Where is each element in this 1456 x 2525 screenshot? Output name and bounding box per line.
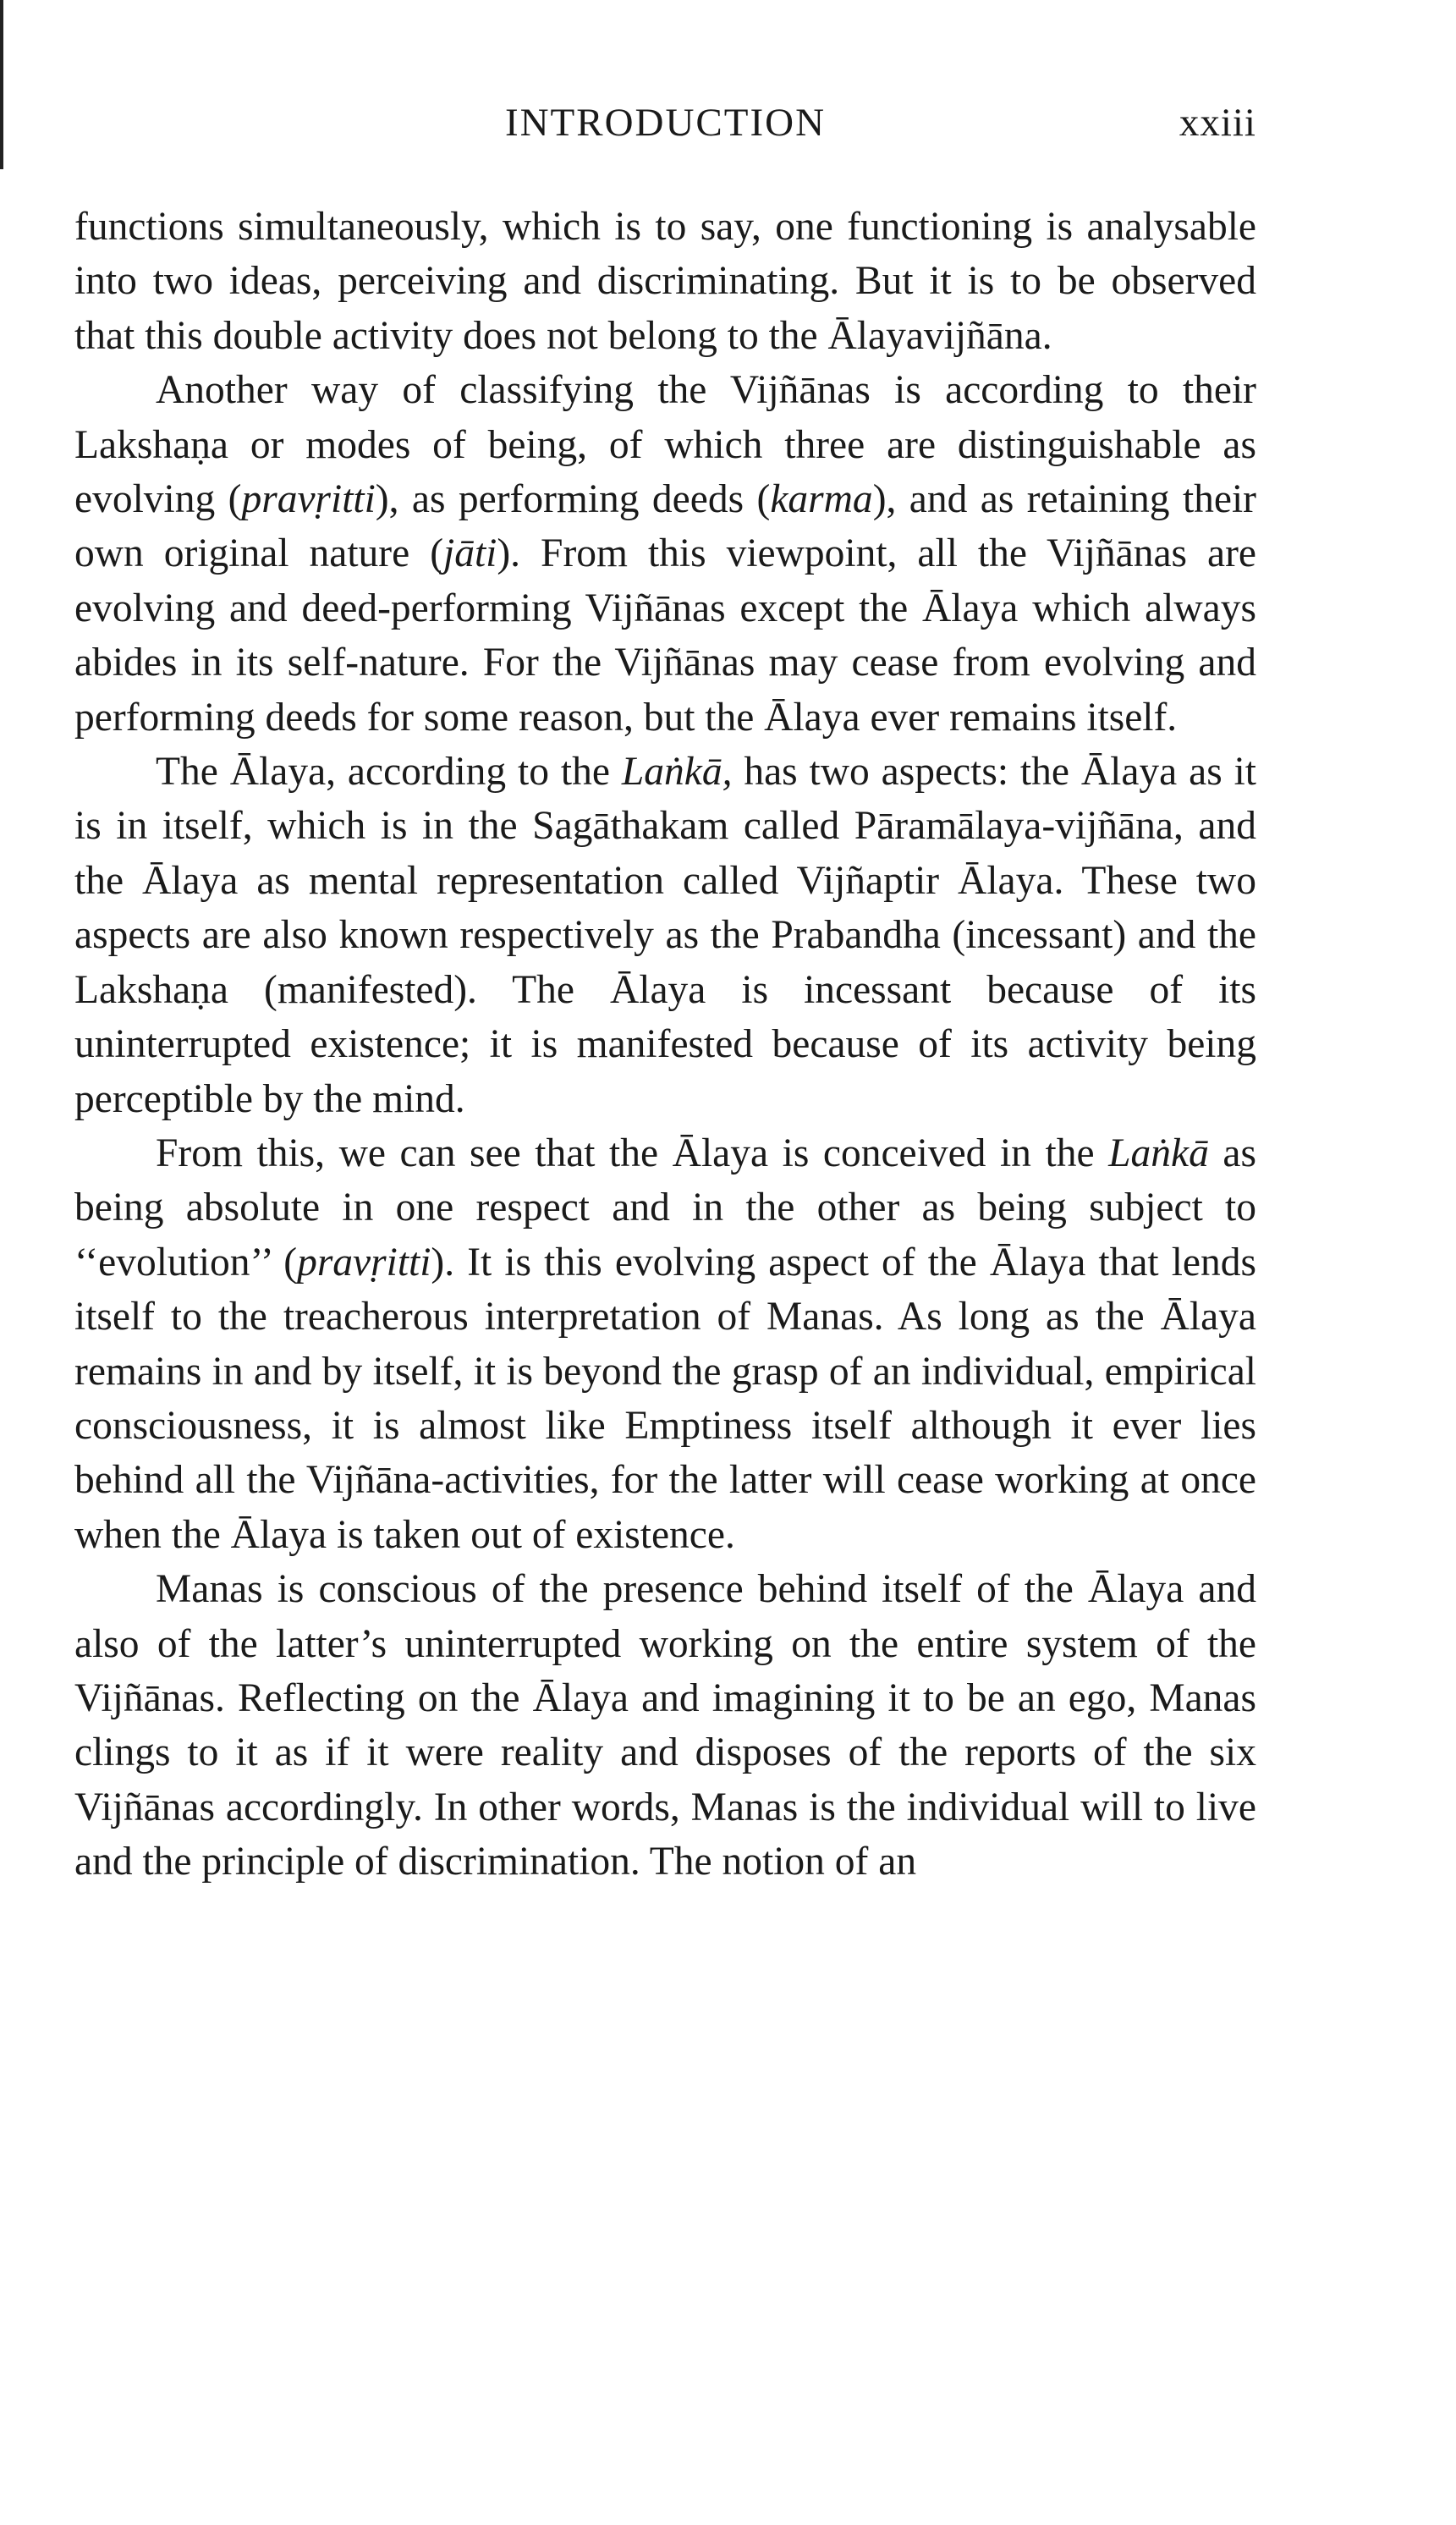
italic-term: pravṛitti [241, 477, 376, 522]
body-text [74, 200, 1256, 1890]
italic-term: jāti [443, 531, 497, 576]
text-segment: ), and as retaining their own original nature ( [74, 477, 1256, 576]
paragraph [74, 1126, 1256, 1562]
running-head-title: INTRODUCTION [504, 101, 827, 145]
paragraph [74, 363, 1256, 745]
text-segment: Another way of classifying the Vijñānas is according to their Lakshaṇa or modes of being, of which three are distinguishable as evolving ( [74, 368, 1256, 522]
text-segment: functions simultaneously, which is to say, one functioning is analysable into two ideas, perceiving and discriminating. But it is to be observed that this double activity does not belong to the Ālayavijñāna. [74, 205, 1256, 358]
paragraph [74, 1562, 1256, 1889]
italic-term: Laṅkā, [621, 750, 733, 795]
page-edge-line [0, 0, 3, 169]
italic-term: karma [770, 477, 873, 522]
paragraph [74, 745, 1256, 1126]
italic-term: pravṛitti [297, 1240, 431, 1285]
text-segment: as being absolute in one respect and in the other as being subject to ‘‘evolution’’ ( [74, 1130, 1256, 1285]
text-segment: ), as performing deeds ( [375, 477, 771, 522]
paragraph [74, 200, 1256, 363]
text-segment: From this, we can see that the Ālaya is conceived in the [156, 1130, 1109, 1175]
page-number: xxiii [1179, 101, 1256, 145]
text-segment: ). It is this evolving aspect of the Ālaya that lends itself to the treacherous interpretation of Manas. As long as the Ālaya remains in and by itself, it is beyond the grasp of an individual, empirical consciousness, it is almost like Emptiness itself although it ever lies behind all the Vijñāna-activities, for the latter will cease working at once when the Ālaya is taken out of existence. [74, 1240, 1257, 1557]
running-head [74, 100, 1256, 151]
text-segment: The Ālaya, according to the [156, 750, 622, 795]
italic-term: Laṅkā [1108, 1130, 1209, 1175]
text-segment: ). From this viewpoint, all the Vijñānas are evolving and deed-performing Vijñānas except the Ālaya which always abides in its self-nature. For the Vijñānas may cease from evolving and performing deeds for some reason, but the Ālaya ever remains itself. [74, 531, 1257, 740]
text-segment: has two aspects: the Ālaya as it is in itself, which is in the Sagāthakam called Pāramālaya-vijñāna, and the Ālaya as mental representation called Vijñaptir Ālaya. These two aspects are also known respectively as the Prabandha (incessant) and the Lakshaṇa (manifested). The Ālaya is incessant because of its uninterrupted existence; it is manifested because of its activity being perceptible by the mind. [74, 750, 1256, 1121]
text-segment: Manas is conscious of the presence behind itself of the Ālaya and also of the latter’s uninterrupted working on the entire system of the Vijñānas. Reflecting on the Ālaya and imagining it to be an ego, Manas clings to it as if it were reality and disposes of the reports of the six Vijñānas accordingly. In other words, Manas is the individual will to live and the principle of discrimination. The notion of an [74, 1567, 1256, 1884]
